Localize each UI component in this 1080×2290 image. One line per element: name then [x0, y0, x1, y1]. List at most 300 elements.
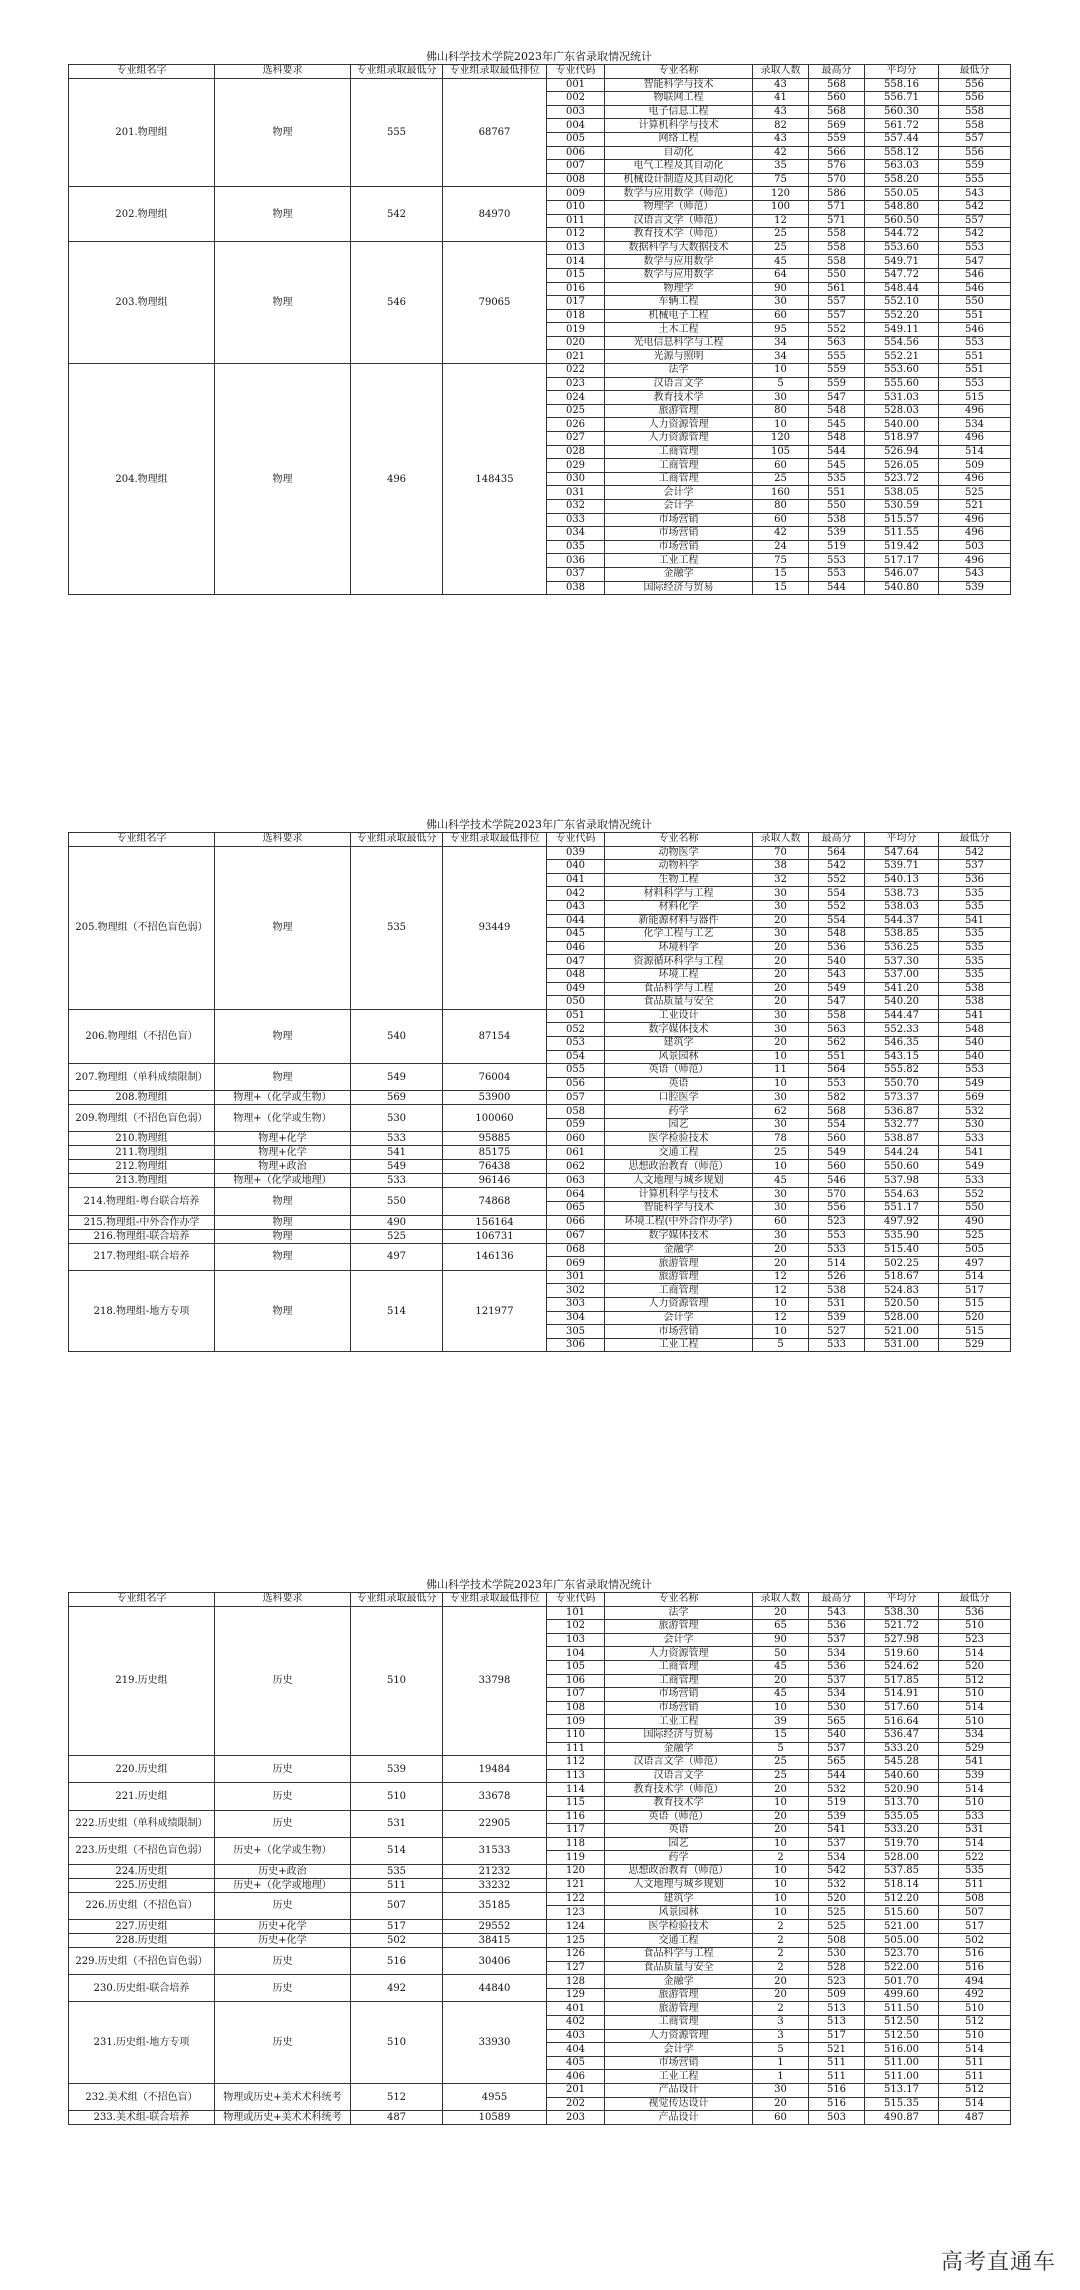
max-score: 559	[809, 377, 865, 391]
admitted-count: 75	[753, 554, 809, 568]
max-score: 557	[809, 309, 865, 323]
major-name: 会计学	[605, 486, 753, 500]
major-code: 034	[547, 527, 605, 541]
major-name: 计算机科学与技术	[605, 119, 753, 133]
column-header: 专业代码	[547, 833, 605, 847]
admission-table	[68, 832, 1011, 1352]
major-name: 视觉传达设计	[605, 2097, 753, 2111]
group-req: 物理	[215, 1243, 351, 1270]
avg-score: 544.24	[865, 1146, 939, 1160]
max-score: 558	[809, 241, 865, 255]
major-name: 市场营销	[605, 513, 753, 527]
min-score: 542	[939, 846, 1011, 860]
column-header: 最高分	[809, 65, 865, 79]
table-row	[69, 1188, 1011, 1202]
major-code: 119	[547, 1851, 605, 1865]
avg-score: 519.70	[865, 1837, 939, 1851]
admitted-count: 10	[753, 1701, 809, 1715]
group-min-rank: 84970	[443, 187, 547, 241]
min-score: 531	[939, 1824, 1011, 1838]
major-name: 旅游管理	[605, 404, 753, 418]
min-score: 549	[939, 1077, 1011, 1091]
group-req: 物理	[215, 364, 351, 595]
group-min-score: 542	[351, 187, 443, 241]
min-score: 514	[939, 1701, 1011, 1715]
avg-score: 511.00	[865, 2056, 939, 2070]
avg-score: 547.64	[865, 846, 939, 860]
min-score: 551	[939, 309, 1011, 323]
min-score: 494	[939, 1975, 1011, 1989]
table-row	[69, 1606, 1011, 1620]
min-score: 535	[939, 900, 1011, 914]
column-header: 选科要求	[215, 833, 351, 847]
group-min-score: 514	[351, 1270, 443, 1352]
max-score: 545	[809, 459, 865, 473]
avg-score: 517.60	[865, 1701, 939, 1715]
group-min-score: 517	[351, 1920, 443, 1934]
avg-score: 544.47	[865, 1009, 939, 1023]
major-name: 金融学	[605, 567, 753, 581]
avg-score: 511.50	[865, 2002, 939, 2016]
max-score: 536	[809, 941, 865, 955]
group-req: 物理	[215, 241, 351, 363]
admitted-count: 20	[753, 968, 809, 982]
admitted-count: 20	[753, 1988, 809, 2002]
major-name: 人力资源管理	[605, 418, 753, 432]
group-min-rank: 33232	[443, 1878, 547, 1892]
min-score: 523	[939, 1633, 1011, 1647]
group-min-rank: 19484	[443, 1756, 547, 1783]
avg-score: 511.00	[865, 2070, 939, 2084]
group-min-score: 539	[351, 1756, 443, 1783]
avg-score: 515.60	[865, 1906, 939, 1920]
major-code: 005	[547, 132, 605, 146]
major-code: 103	[547, 1633, 605, 1647]
admitted-count: 20	[753, 982, 809, 996]
major-code: 004	[547, 119, 605, 133]
min-score: 536	[939, 873, 1011, 887]
admitted-count: 10	[753, 1050, 809, 1064]
major-name: 食品科学与工程	[605, 1948, 753, 1962]
major-code: 008	[547, 173, 605, 187]
table-row	[69, 1160, 1011, 1174]
avg-score: 505.00	[865, 1934, 939, 1948]
avg-score: 521.00	[865, 1920, 939, 1934]
major-name: 数字媒体技术	[605, 1023, 753, 1037]
avg-score: 518.97	[865, 432, 939, 446]
max-score: 538	[809, 1284, 865, 1298]
max-score: 530	[809, 1948, 865, 1962]
group-min-score: 487	[351, 2111, 443, 2125]
major-code: 016	[547, 282, 605, 296]
major-code: 058	[547, 1105, 605, 1119]
page-title: 佛山科学技术学院2023年广东省录取情况统计	[426, 50, 652, 63]
major-code: 113	[547, 1769, 605, 1783]
admitted-count: 5	[753, 1338, 809, 1352]
avg-score: 516.00	[865, 2043, 939, 2057]
major-code: 046	[547, 941, 605, 955]
admitted-count: 10	[753, 1298, 809, 1312]
group-req: 物理	[215, 846, 351, 1009]
major-name: 金融学	[605, 1243, 753, 1257]
column-header: 平均分	[865, 65, 939, 79]
avg-score: 549.11	[865, 323, 939, 337]
group-min-rank: 29552	[443, 1920, 547, 1934]
avg-score: 526.94	[865, 445, 939, 459]
major-code: 045	[547, 928, 605, 942]
major-code: 018	[547, 309, 605, 323]
group-min-rank: 79065	[443, 241, 547, 363]
table-row	[69, 1091, 1011, 1105]
avg-score: 535.05	[865, 1810, 939, 1824]
major-name: 思想政治教育（师范）	[605, 1864, 753, 1878]
admitted-count: 30	[753, 296, 809, 310]
avg-score: 490.87	[865, 2111, 939, 2125]
major-name: 市场营销	[605, 2056, 753, 2070]
max-score: 554	[809, 887, 865, 901]
max-score: 564	[809, 1064, 865, 1078]
max-score: 535	[809, 472, 865, 486]
min-score: 549	[939, 1160, 1011, 1174]
major-code: 009	[547, 187, 605, 201]
max-score: 533	[809, 1338, 865, 1352]
avg-score: 551.17	[865, 1202, 939, 1216]
major-code: 406	[547, 2070, 605, 2084]
major-name: 食品质量与安全	[605, 996, 753, 1010]
avg-score: 550.05	[865, 187, 939, 201]
max-score: 523	[809, 1215, 865, 1229]
group-min-score: 514	[351, 1837, 443, 1864]
max-score: 525	[809, 1920, 865, 1934]
major-code: 043	[547, 900, 605, 914]
min-score: 514	[939, 2097, 1011, 2111]
min-score: 541	[939, 1756, 1011, 1770]
table-row	[69, 1892, 1011, 1906]
admitted-count: 60	[753, 513, 809, 527]
major-name: 建筑学	[605, 1892, 753, 1906]
group-min-score: 535	[351, 846, 443, 1009]
max-score: 568	[809, 78, 865, 92]
major-code: 010	[547, 200, 605, 214]
major-name: 风景园林	[605, 1050, 753, 1064]
column-header: 专业组录取最低分	[351, 1593, 443, 1607]
min-score: 509	[939, 459, 1011, 473]
table-row	[69, 1975, 1011, 1989]
max-score: 530	[809, 1701, 865, 1715]
group-min-score: 511	[351, 1878, 443, 1892]
max-score: 539	[809, 1810, 865, 1824]
admitted-count: 12	[753, 1270, 809, 1284]
avg-score: 520.90	[865, 1783, 939, 1797]
group-req: 物理	[215, 1064, 351, 1091]
min-score: 553	[939, 1064, 1011, 1078]
admitted-count: 30	[753, 1229, 809, 1243]
avg-score: 532.77	[865, 1118, 939, 1132]
major-name: 国际经济与贸易	[605, 1728, 753, 1742]
avg-score: 512.20	[865, 1892, 939, 1906]
min-score: 496	[939, 513, 1011, 527]
column-header: 专业代码	[547, 65, 605, 79]
group-req: 物理	[215, 1009, 351, 1063]
major-code: 012	[547, 228, 605, 242]
avg-score: 558.20	[865, 173, 939, 187]
major-code: 122	[547, 1892, 605, 1906]
avg-score: 546.35	[865, 1036, 939, 1050]
major-name: 动物科学	[605, 860, 753, 874]
min-score: 507	[939, 1906, 1011, 1920]
major-code: 129	[547, 1988, 605, 2002]
major-code: 001	[547, 78, 605, 92]
group-req: 历史+化学	[215, 1920, 351, 1934]
min-score: 546	[939, 282, 1011, 296]
admitted-count: 60	[753, 2111, 809, 2125]
group-req: 物理	[215, 187, 351, 241]
table-page-2	[68, 818, 1010, 1352]
admitted-count: 30	[753, 1009, 809, 1023]
min-score: 543	[939, 187, 1011, 201]
avg-score: 552.33	[865, 1023, 939, 1037]
admitted-count: 3	[753, 2016, 809, 2030]
max-score: 534	[809, 1647, 865, 1661]
group-name: 232.美术组（不招色盲）	[69, 2084, 215, 2111]
major-code: 127	[547, 1961, 605, 1975]
major-code: 066	[547, 1215, 605, 1229]
min-score: 546	[939, 323, 1011, 337]
major-name: 电子信息工程	[605, 105, 753, 119]
major-name: 机械设计制造及其自动化	[605, 173, 753, 187]
max-score: 552	[809, 873, 865, 887]
major-code: 069	[547, 1257, 605, 1271]
min-score: 541	[939, 1146, 1011, 1160]
avg-score: 528.03	[865, 404, 939, 418]
min-score: 556	[939, 146, 1011, 160]
max-score: 544	[809, 581, 865, 595]
admitted-count: 5	[753, 2043, 809, 2057]
group-name: 230.历史组-联合培养	[69, 1975, 215, 2002]
avg-score: 540.13	[865, 873, 939, 887]
major-code: 039	[547, 846, 605, 860]
admitted-count: 10	[753, 1796, 809, 1810]
admitted-count: 82	[753, 119, 809, 133]
column-header: 选科要求	[215, 1593, 351, 1607]
max-score: 560	[809, 1132, 865, 1146]
group-min-score: 540	[351, 1009, 443, 1063]
table-row	[69, 846, 1011, 860]
admitted-count: 20	[753, 2097, 809, 2111]
max-score: 509	[809, 1988, 865, 2002]
avg-score: 538.73	[865, 887, 939, 901]
max-score: 548	[809, 928, 865, 942]
group-name: 210.物理组	[69, 1132, 215, 1146]
admitted-count: 38	[753, 860, 809, 874]
major-name: 动物医学	[605, 846, 753, 860]
group-min-score: 533	[351, 1174, 443, 1188]
group-name: 214.物理组-粤台联合培养	[69, 1188, 215, 1215]
major-name: 机械电子工程	[605, 309, 753, 323]
admitted-count: 24	[753, 540, 809, 554]
table-row	[69, 1878, 1011, 1892]
group-min-score: 549	[351, 1064, 443, 1091]
major-code: 007	[547, 160, 605, 174]
admitted-count: 20	[753, 1036, 809, 1050]
major-name: 建筑学	[605, 1036, 753, 1050]
major-name: 车辆工程	[605, 296, 753, 310]
table-row	[69, 1243, 1011, 1257]
min-score: 535	[939, 928, 1011, 942]
max-score: 503	[809, 2111, 865, 2125]
major-name: 市场营销	[605, 1701, 753, 1715]
major-name: 材料科学与工程	[605, 887, 753, 901]
min-score: 556	[939, 92, 1011, 106]
group-min-score: 492	[351, 1975, 443, 2002]
major-code: 049	[547, 982, 605, 996]
admitted-count: 78	[753, 1132, 809, 1146]
max-score: 547	[809, 996, 865, 1010]
admitted-count: 45	[753, 1174, 809, 1188]
avg-score: 552.20	[865, 309, 939, 323]
major-name: 光电信息科学与工程	[605, 336, 753, 350]
min-score: 517	[939, 1284, 1011, 1298]
table-row	[69, 1810, 1011, 1824]
major-name: 数学与应用数学	[605, 255, 753, 269]
major-code: 029	[547, 459, 605, 473]
avg-score: 552.10	[865, 296, 939, 310]
major-name: 产品设计	[605, 2111, 753, 2125]
major-code: 125	[547, 1934, 605, 1948]
major-code: 036	[547, 554, 605, 568]
group-req: 历史+政治	[215, 1864, 351, 1878]
header-row	[69, 833, 1011, 847]
admitted-count: 80	[753, 500, 809, 514]
group-min-rank: 30406	[443, 1948, 547, 1975]
major-name: 数学与应用数学（师范）	[605, 187, 753, 201]
major-code: 023	[547, 377, 605, 391]
max-score: 546	[809, 1174, 865, 1188]
header-row	[69, 65, 1011, 79]
group-min-rank: 10589	[443, 2111, 547, 2125]
admitted-count: 41	[753, 92, 809, 106]
group-min-rank: 21232	[443, 1864, 547, 1878]
min-score: 550	[939, 1202, 1011, 1216]
major-name: 金融学	[605, 1742, 753, 1756]
min-score: 555	[939, 173, 1011, 187]
major-name: 环境科学	[605, 941, 753, 955]
group-req: 物理+化学	[215, 1146, 351, 1160]
major-name: 物理学	[605, 282, 753, 296]
avg-score: 528.00	[865, 1851, 939, 1865]
max-score: 550	[809, 268, 865, 282]
avg-score: 537.30	[865, 955, 939, 969]
admitted-count: 15	[753, 1728, 809, 1742]
major-name: 思想政治教育（师范）	[605, 1160, 753, 1174]
avg-score: 558.12	[865, 146, 939, 160]
admitted-count: 2	[753, 1948, 809, 1962]
avg-score: 553.60	[865, 241, 939, 255]
group-min-score: 490	[351, 1215, 443, 1229]
avg-score: 552.21	[865, 350, 939, 364]
max-score: 553	[809, 567, 865, 581]
admitted-count: 2	[753, 2002, 809, 2016]
avg-score: 540.60	[865, 1769, 939, 1783]
min-score: 516	[939, 1948, 1011, 1962]
avg-score: 517.85	[865, 1674, 939, 1688]
major-code: 031	[547, 486, 605, 500]
admitted-count: 10	[753, 418, 809, 432]
admitted-count: 90	[753, 1633, 809, 1647]
avg-score: 530.59	[865, 500, 939, 514]
major-code: 021	[547, 350, 605, 364]
min-score: 558	[939, 119, 1011, 133]
min-score: 533	[939, 1174, 1011, 1188]
group-name: 204.物理组	[69, 364, 215, 595]
avg-score: 523.72	[865, 472, 939, 486]
admitted-count: 25	[753, 1146, 809, 1160]
min-score: 496	[939, 472, 1011, 486]
admitted-count: 30	[753, 1091, 809, 1105]
group-name: 202.物理组	[69, 187, 215, 241]
admitted-count: 120	[753, 432, 809, 446]
admitted-count: 1	[753, 2056, 809, 2070]
max-score: 545	[809, 418, 865, 432]
major-name: 人文地理与城乡规划	[605, 1174, 753, 1188]
major-name: 市场营销	[605, 1325, 753, 1339]
admitted-count: 70	[753, 846, 809, 860]
avg-score: 519.42	[865, 540, 939, 554]
major-name: 工业工程	[605, 1715, 753, 1729]
min-score: 550	[939, 296, 1011, 310]
avg-score: 561.72	[865, 119, 939, 133]
table-row	[69, 1934, 1011, 1948]
group-min-rank: 38415	[443, 1934, 547, 1948]
avg-score: 511.55	[865, 527, 939, 541]
max-score: 543	[809, 968, 865, 982]
group-name: 233.美术组-联合培养	[69, 2111, 215, 2125]
admitted-count: 10	[753, 1837, 809, 1851]
admission-table	[68, 1592, 1011, 2125]
major-name: 化学工程与工艺	[605, 928, 753, 942]
avg-score: 535.90	[865, 1229, 939, 1243]
max-score: 514	[809, 1257, 865, 1271]
major-code: 124	[547, 1920, 605, 1934]
admitted-count: 20	[753, 1824, 809, 1838]
table-row	[69, 2084, 1011, 2098]
major-name: 旅游管理	[605, 1988, 753, 2002]
min-score: 514	[939, 1270, 1011, 1284]
avg-score: 523.70	[865, 1948, 939, 1962]
admitted-count: 20	[753, 1243, 809, 1257]
table-row	[69, 1146, 1011, 1160]
avg-score: 502.25	[865, 1257, 939, 1271]
min-score: 556	[939, 78, 1011, 92]
max-score: 542	[809, 860, 865, 874]
max-score: 540	[809, 1728, 865, 1742]
admitted-count: 120	[753, 187, 809, 201]
column-header: 专业名称	[605, 833, 753, 847]
min-score: 525	[939, 486, 1011, 500]
group-req: 物理+政治	[215, 1160, 351, 1174]
major-name: 教育技术学（师范）	[605, 228, 753, 242]
group-min-score: 497	[351, 1243, 443, 1270]
admitted-count: 10	[753, 1160, 809, 1174]
major-name: 数据科学与大数据技术	[605, 241, 753, 255]
avg-score: 547.72	[865, 268, 939, 282]
column-header: 专业组录取最低排位	[443, 833, 547, 847]
major-name: 风景园林	[605, 1906, 753, 1920]
header-row	[69, 1593, 1011, 1607]
group-min-rank: 22905	[443, 1810, 547, 1837]
group-min-score: 546	[351, 241, 443, 363]
avg-score: 499.60	[865, 1988, 939, 2002]
